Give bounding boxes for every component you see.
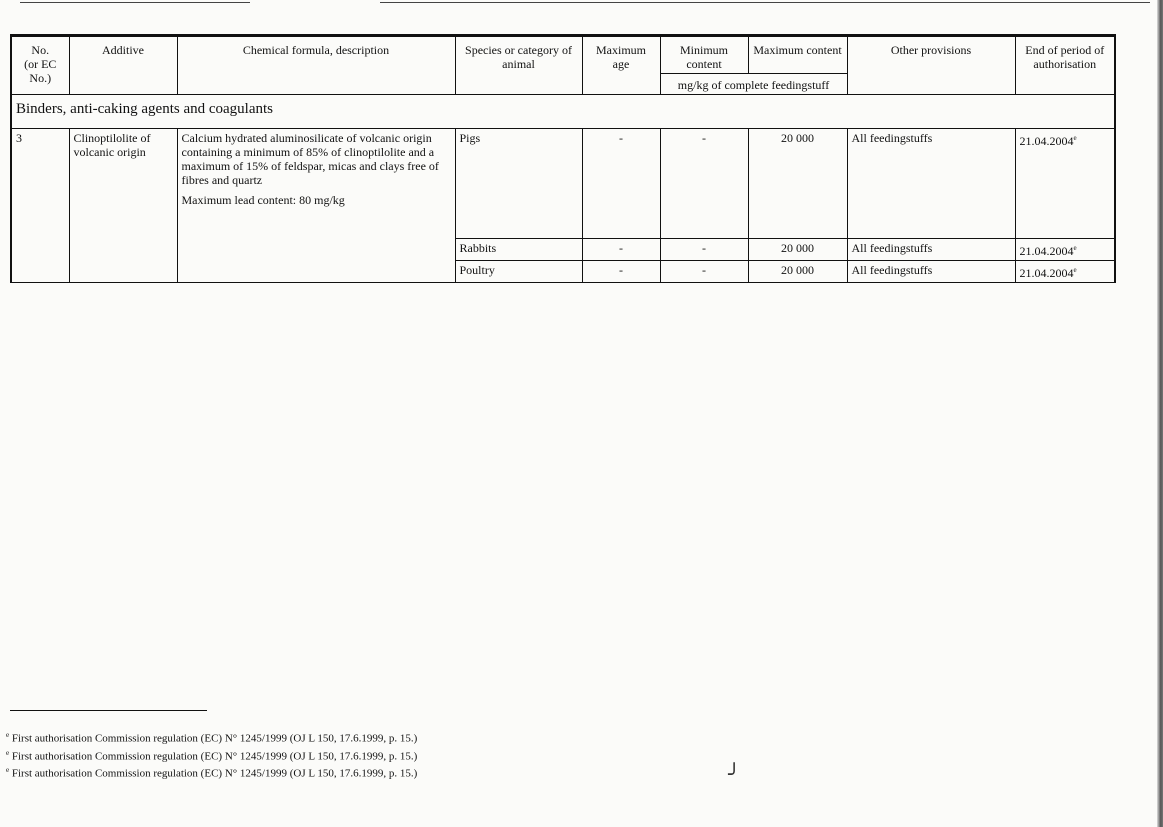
col-header-chemical: Chemical formula, description (177, 36, 455, 95)
footnote-text: First authorisation Commission regulation (EC) N° 1245/1999 (OJ L 150, 17.6.1999, p. 15.) (11, 750, 418, 763)
other-provisions-cell: All feedingstuffs (847, 261, 1015, 283)
scan-top-line (20, 2, 250, 3)
footnote-separator (10, 710, 207, 711)
other-provisions-cell: All feedingstuffs (847, 239, 1015, 261)
species-cell: Rabbits (455, 239, 582, 261)
col-header-unit: mg/kg of complete feedingstuff (660, 74, 847, 95)
max-age-cell: - (582, 129, 660, 239)
scan-mark: ╯ (728, 764, 741, 786)
lead-content-text: Maximum lead content: 80 mg/kg (181, 193, 345, 207)
col-header-other: Other provisions (847, 36, 1015, 95)
section-row (11, 95, 1115, 129)
footnote (6, 763, 417, 781)
end-date: 21.04.2004 (1019, 244, 1074, 258)
footnote (6, 728, 417, 746)
max-content-cell: 20 000 (748, 261, 847, 283)
section-title: Binders, anti-caking agents and coagulants (11, 95, 1115, 129)
footnote-mark: e (6, 748, 10, 757)
other-provisions-cell: All feedingstuffs (847, 129, 1015, 239)
max-age-cell: - (582, 239, 660, 261)
col-header-species: Species or category of animal (455, 36, 582, 95)
min-content-cell: - (660, 129, 748, 239)
additives-table (10, 34, 1116, 283)
min-content-cell: - (660, 239, 748, 261)
footnote-text: First authorisation Commission regulation (EC) N° 1245/1999 (OJ L 150, 17.6.1999, p. 15.) (11, 732, 418, 745)
footnote-mark: e (6, 731, 10, 739)
max-content-cell: 20 000 (748, 239, 847, 261)
scan-top-line (380, 2, 1150, 3)
col-header-max-age: Maximum age (582, 36, 660, 95)
scan-right-edge (1157, 0, 1163, 827)
table-row (11, 129, 1115, 239)
footnote (6, 746, 417, 764)
footnote-mark: e (6, 766, 10, 775)
col-header-min-content: Minimum content (660, 36, 748, 74)
col-header-end-period: End of period of authorisation (1015, 36, 1115, 95)
col-header-no: No. (or EC No.) (11, 36, 69, 95)
end-date: 21.04.2004 (1019, 266, 1074, 280)
footnote-ref: e (1073, 244, 1077, 252)
footnote-ref: e (1073, 266, 1077, 274)
min-content-cell: - (660, 261, 748, 283)
max-age-cell: - (582, 261, 660, 283)
end-period-cell (1015, 261, 1115, 283)
header-row (11, 36, 1115, 74)
entry-description (177, 129, 455, 283)
species-cell: Pigs (455, 129, 582, 239)
footnote-text: First authorisation Commission regulation (EC) N° 1245/1999 (OJ L 150, 17.6.1999, p. 15.) (11, 767, 418, 780)
end-period-cell (1015, 129, 1115, 239)
species-cell: Poultry (455, 261, 582, 283)
description-text: Calcium hydrated aluminosilicate of volcanic origin containing a minimum of 85% of clinoptilolite and a maximum of 15% of feldspar, micas and clays free of fibres and quartz (181, 131, 439, 187)
col-header-additive: Additive (69, 36, 177, 95)
entry-additive: Clinoptilolite of volcanic origin (69, 129, 177, 283)
max-content-cell: 20 000 (748, 129, 847, 239)
entry-number: 3 (11, 129, 69, 283)
col-header-max-content: Maximum content (748, 36, 847, 74)
end-date: 21.04.2004 (1019, 134, 1074, 148)
footnotes (6, 728, 417, 781)
footnote-ref: e (1073, 134, 1077, 142)
end-period-cell (1015, 239, 1115, 261)
